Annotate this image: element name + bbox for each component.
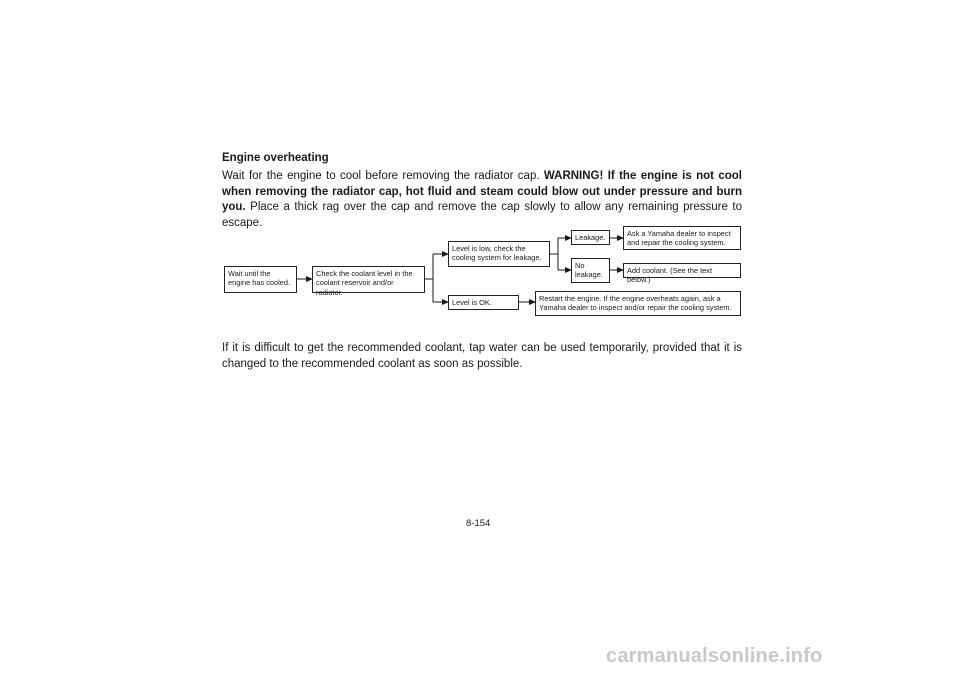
warning-text: WARNING! If the engine is not cool when removing the radiator cap, hot fluid and steam could blow out under pressure and burn you.	[222, 170, 743, 213]
page-number: 8-154	[466, 518, 491, 529]
watermark-logo: carmanualsonline.info	[606, 645, 823, 667]
flow-box-add-coolant: Add coolant. (See the text below.)	[623, 263, 741, 278]
closing-paragraph: If it is difficult to get the recommended coolant, tap water can be used temporarily, provided that it is changed to the recommended coolant as soon as possible.	[222, 342, 742, 370]
flow-box-leakage: Leakage.	[571, 230, 610, 245]
flow-box-wait: Wait until the engine has cooled.	[224, 266, 297, 293]
intro-text: Wait for the engine to cool before removing the radiator cap.	[222, 170, 544, 182]
flow-box-check-level: Check the coolant level in the coolant reservoir and/or radiator.	[312, 266, 425, 293]
flow-box-no-leakage: No leakage.	[571, 258, 610, 283]
flow-box-restart: Restart the engine. If the engine overheats again, ask a Yamaha dealer to inspect and/or repair the cooling system.	[535, 291, 741, 316]
flow-box-level-low: Level is low, check the cooling system for leakage.	[448, 241, 550, 267]
section-heading: Engine overheating	[222, 152, 329, 164]
flow-box-ask-dealer: Ask a Yamaha dealer to inspect and repair the cooling system.	[623, 226, 741, 250]
instruction-text: Place a thick rag over the cap and remove the cap slowly to allow any remaining pressure to escape.	[222, 201, 742, 229]
flow-box-level-ok: Level is OK.	[448, 295, 519, 310]
